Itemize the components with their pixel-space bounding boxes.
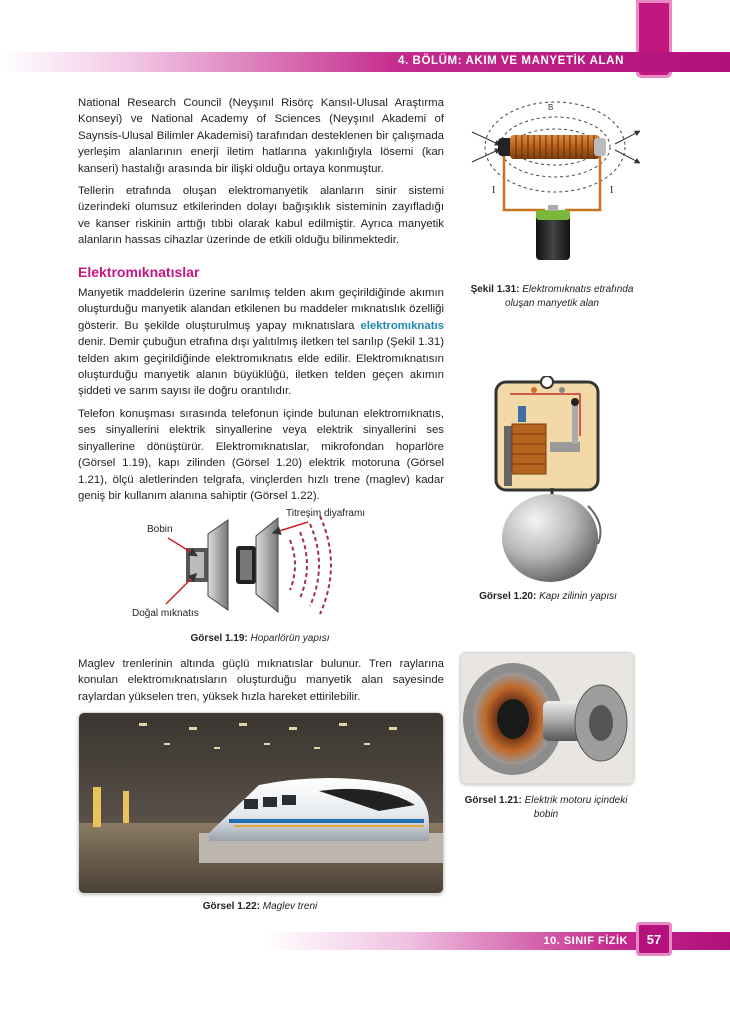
section-heading: Elektromıknatıslar	[78, 264, 200, 280]
paragraph-4: Telefon konuşması sırasında telefonun içinde bulunan elektromıknatıs, ses sinyallerini elektrik sinyallerine veya elektrik sinyallerini ses sinyallerine dönüştürür. Elektromıknatıslar, mikrofondan hoparlöre (Görsel 1.19), kapı zilinden (Görsel 1.20) elektrik motoruna (Görsel 1.21), ölçü aletlerinden telgrafa, vinçlerden hızlı trene (maglev) kadar geniş bir kullanım alanına sahiptir (Görsel 1.22).	[78, 408, 444, 503]
field-label-b: B	[548, 103, 554, 112]
caption-fig-1-20: Görsel 1.20: Kapı zilinin yapısı	[479, 591, 617, 602]
electromagnet-figure	[470, 92, 640, 264]
maglev-train-image	[79, 713, 443, 893]
motor-coil-photo	[460, 652, 634, 784]
door-bell-figure	[490, 376, 610, 586]
current-label-left: I	[492, 185, 496, 196]
keyword-elektromiknatis: elektromıknatıs	[360, 319, 444, 332]
paragraph-2: Tellerin etrafında oluşan elektromanyetik alanların sinir sistemi üzerindeki olumsuz etkilerinden dolayı bağışıklık sisteminin zayıfladığı ve kanser riskinin arttığı tıbbi olarak kabul edilmiştir. Ayrıca manyetik alanların hassas cihazlar üzerinde de etkili olduğu bilinmektedir.	[78, 185, 444, 247]
caption-fig-1-22: Görsel 1.22: Maglev treni	[202, 901, 318, 912]
current-label-right: I	[610, 185, 614, 196]
motor-coil-image	[461, 653, 633, 783]
caption-fig-1-21: Görsel 1.21: Elektrik motoru içindeki bobin	[464, 795, 628, 820]
page-number: 57	[636, 922, 672, 956]
paragraph-1: National Research Council (Neyşınıl Risörç Kansıl-Ulusal Araştırma Konseyi) ve National Academy of Sciences (Neyşınıl Akademi of Saynsis-Ulusal Bilimler Akademisi) tarafından desteklenen bir çalışmada yerleşim alanlarının enerji iletim hatlarına yakınlığıyla lösemi (kan kanseri) hastalığı arasında bir ilişki olduğu ortaya konmuştur.	[78, 97, 444, 175]
paragraph-3: Manyetik maddelerin üzerine sarılmış telden akım geçirildiğinde akımın oluşturduğu manyetik alandan etkilenen bu maddeler mıknatıslık özelliği gösterir. Bu şekilde oluşturulmuş yapay mıknatıslara elektromıknatıs denir. Demir çubuğun etrafına dışı yalıtılmış iletken tel sarılıp (Şekil 1.31) telden akım geçirildiğinde elektromıknatıs elde edilir. Elektromıknatısın oluşturduğu manyetik alanın büyüklüğü, iletken telden geçen akımın şiddeti ve sarım sayısı ile doğru orantılıdır.	[78, 287, 444, 398]
label-titresim-diyaframi: Titreşim diyaframı	[286, 508, 366, 519]
chapter-title: 4. BÖLÜM: AKIM VE MANYETİK ALAN	[397, 55, 624, 67]
caption-fig-1-19: Görsel 1.19: Hoparlörün yapısı	[190, 633, 330, 644]
label-bobin: Bobin	[147, 524, 173, 535]
caption-fig-1-31: Şekil 1.31: Elektromıknatıs etrafında oluşan manyetik alan	[470, 284, 634, 309]
paragraph-5: Maglev trenlerinin altında güçlü mıknatıslar bulunur. Tren raylarına konulan elektromıknatısların oluşturduğu manyetik alan sayesinde raylardan yükselen tren, yüksek hızla hareket ettirilebilir.	[78, 658, 444, 703]
label-dogal-miknatis: Doğal mıknatıs	[132, 608, 199, 619]
footer-label: 10. SINIF FİZİK	[543, 935, 628, 947]
maglev-train-photo	[78, 712, 444, 894]
